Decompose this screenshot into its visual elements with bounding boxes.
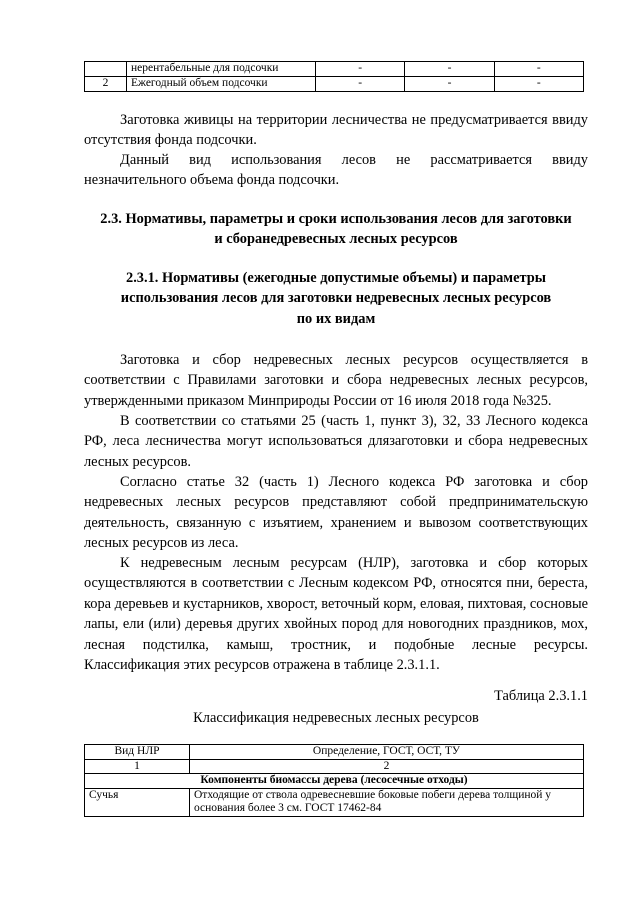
row-value: - [494,62,583,77]
row-value: - [405,77,494,92]
classification-table [84,744,584,817]
paragraph-articles [84,411,588,472]
table-row [85,788,584,816]
row-value: - [405,62,494,77]
table-row [85,62,584,77]
row-value: - [316,77,405,92]
paragraph-text: Заготовка живицы на территории лесничества не предусматривается ввиду отсутствия фонда подсочки. [84,112,588,149]
table-number: Таблица 2.3.1.1 [494,688,588,704]
paragraph-text: Данный вид использования лесов не рассматривается ввиду незначительного объема фонда подсочки. [84,152,588,189]
table-title: Классификация недревесных лесных ресурсов [193,710,479,726]
paragraph-resin [84,110,588,151]
resource-definition: Отходящие от ствола одревесневшие боковые побеги дерева толщиной у основания более 3 см. ГОСТ 17462-84 [190,788,584,816]
heading-line: и сборанедревесных лесных ресурсов [214,231,458,248]
column-header: Определение, ГОСТ, ОСТ, ТУ [190,745,584,760]
row-value: - [316,62,405,77]
heading-line: 2.3. Нормативы, параметры и сроки использования лесов для заготовки [100,211,572,227]
heading-line: по их видам [296,310,376,327]
row-number [85,62,127,77]
paragraph-article-32 [84,472,588,554]
column-header: Вид НЛР [85,745,190,760]
heading-line: использования лесов для заготовки недревесных лесных ресурсов [120,290,552,307]
column-number-row [85,759,584,774]
table-row [85,77,584,92]
column-number: 1 [85,759,190,774]
paragraph-nlr-list [84,553,588,675]
section-heading-2-3-1 [84,268,588,329]
paragraph-text: К недревесным лесным ресурсам (НЛР), заготовка и сбор которых осуществляются в соответствии с Лесным кодексом РФ, относятся пни, береста, кора деревьев и кустарников, хворост, веточный корм, еловая, пихтовая, сосновые лапы, ели (или) деревья других хвойных пород для новогодних праздников, мох, лесная подстилка, камыш, тростник, и подобные лесные ресурсы. Классификация этих ресурсов отражена в таблице 2.3.1.1. [84,555,588,674]
resource-name: Сучья [85,788,190,816]
heading-line: 2.3.1. Нормативы (ежегодные допустимые объемы) и параметры [126,270,546,286]
paragraph-text: В соответствии со статьями 25 (часть 1, пункт 3), 32, 33 Лесного кодекса РФ, леса лесничества могут использоваться длязаготовки и сбора недревесных лесных ресурсов. [84,413,588,470]
row-value: - [494,77,583,92]
paragraph-rules [84,350,588,411]
column-number: 2 [190,759,584,774]
row-name: Ежегодный объем подсочки [127,77,316,92]
section-row [85,774,584,789]
table-header-row [85,745,584,760]
row-name: нерентабельные для подсочки [127,62,316,77]
section-heading-2-3 [84,209,588,250]
resin-table [84,61,584,92]
paragraph-text: Заготовка и сбор недревесных лесных ресурсов осуществляется в соответствии с Правилами заготовки и сбора недревесных лесных ресурсов, утвержденными приказом Минприроды России от 16 июля 2018 года №325. [84,352,588,409]
paragraph-text: Согласно статье 32 (часть 1) Лесного кодекса РФ заготовка и сбор недревесных лесных ресурсов представляют собой предпринимательскую деятельность, связанную с изъятием, хранением и вывозом соответствующих лесных ресурсов из леса. [84,474,588,552]
row-number: 2 [85,77,127,92]
paragraph-not-considered [84,150,588,191]
section-title: Компоненты биомассы дерева (лесосечные отходы) [85,774,584,789]
